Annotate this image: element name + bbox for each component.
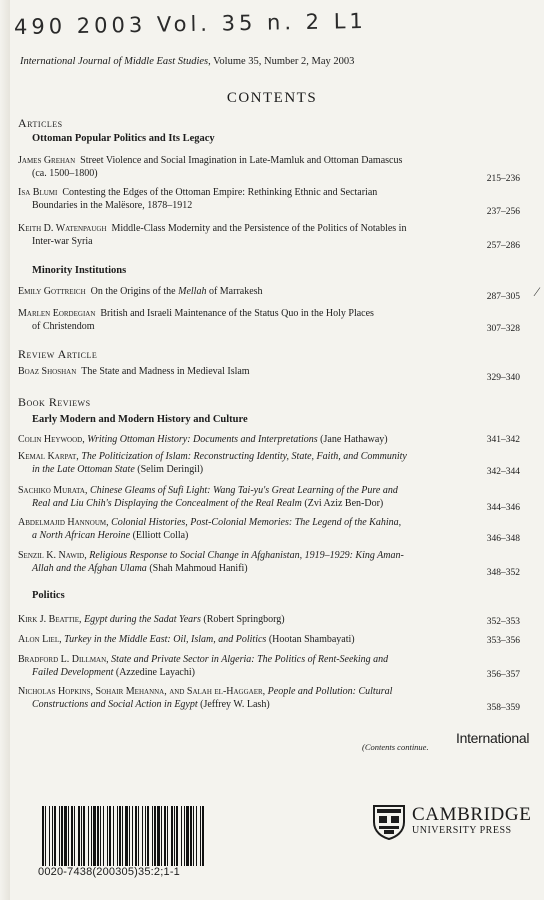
reviewer: (Azzedine Layachi): [113, 666, 195, 678]
review-author: Nicholas Hopkins, Sohair Mehanna, and Salah el-Haggaer,: [18, 686, 266, 697]
subsection-minority: Minority Institutions: [32, 265, 127, 276]
entry-author: James Grehan: [18, 155, 76, 166]
journal-title: International Journal of Middle East Studies: [20, 56, 209, 67]
reviewer: (Zvi Aziz Ben-Dor): [301, 497, 384, 509]
entry-title-italic: Mellah: [178, 286, 207, 297]
toc-entry[interactable]: [18, 517, 448, 542]
entry-pages: 346–348: [486, 534, 520, 544]
entry-pages: 348–352: [486, 568, 520, 578]
entry-pages: 356–357: [486, 670, 520, 680]
toc-entry[interactable]: [18, 286, 448, 299]
reviewer: (Jeffrey W. Lash): [197, 698, 270, 710]
entry-author: Emily Gottreich: [18, 286, 86, 297]
entry-title: British and Israeli Maintenance of the Status Quo in the Holy Places: [100, 308, 374, 319]
toc-entry[interactable]: [18, 451, 448, 476]
contents-title: CONTENTS: [226, 90, 318, 106]
subsection-politics: Politics: [32, 590, 65, 601]
toc-entry[interactable]: [18, 308, 448, 333]
journal-line: [20, 56, 354, 67]
review-book-title-cont: a North African Heroine: [32, 529, 131, 541]
entry-pages: 342–344: [486, 467, 520, 477]
entry-author: Keith D. Watenpaugh: [18, 223, 107, 234]
barcode-number: 0020-7438(200305)35:2;1-1: [38, 866, 181, 878]
review-book-title: Writing Ottoman History: Documents and Interpretations: [87, 434, 318, 445]
toc-entry[interactable]: [18, 654, 448, 679]
international-fragment: International: [456, 730, 530, 746]
review-author: Abdelmajid Hannoum,: [18, 517, 109, 528]
section-book-reviews: Book Reviews: [18, 395, 91, 409]
entry-pages: 257–286: [486, 241, 520, 251]
contents-continued-note: (Contents continue.: [362, 742, 429, 752]
toc-entry[interactable]: [18, 187, 448, 212]
section-articles: Articles: [18, 116, 63, 130]
reviewer: (Robert Springborg): [200, 614, 285, 625]
entry-title: Middle-Class Modernity and the Persistence of the Politics of Notables in: [111, 223, 407, 234]
page-edge-shadow: [0, 0, 10, 900]
toc-entry[interactable]: [18, 485, 448, 510]
review-book-title: The Politicization of Islam: Reconstructing Identity, State, Faith, and Community: [81, 451, 407, 462]
entry-title-b: of Marrakesh: [206, 286, 263, 297]
review-book-title-cont: Allah and the Afghan Ulama: [32, 562, 147, 574]
entry-pages: 353–356: [486, 636, 520, 646]
review-book-title: Chinese Gleams of Sufi Light: Wang Tai-yu's Great Learning of the Pure and: [89, 485, 398, 496]
reviewer: (Jane Hathaway): [317, 434, 388, 445]
toc-entry[interactable]: [18, 366, 448, 379]
review-book-title: Egypt during the Sadat Years: [84, 614, 201, 625]
review-book-title-cont: in the Late Ottoman State: [32, 463, 135, 475]
entry-pages: 352–353: [486, 617, 520, 627]
entry-title-cont: (ca. 1500–1800): [32, 167, 98, 179]
publisher-logo: [372, 804, 532, 845]
entry-title-cont: Inter-war Syria: [32, 235, 93, 247]
entry-pages: 287–305: [486, 292, 520, 302]
entry-author: Boaz Shoshan: [18, 366, 77, 377]
entry-title: Street Violence and Social Imagination in Late-Mamluk and Ottoman Damascus: [80, 155, 403, 166]
review-author: Alon Liel,: [18, 634, 62, 645]
publisher-press: UNIVERSITY PRESS: [412, 825, 512, 836]
entry-title: The State and Madness in Medieval Islam: [81, 366, 250, 377]
review-book-title: State and Private Sector in Algeria: The Politics of Rent-Seeking and: [111, 654, 389, 665]
review-book-title: Turkey in the Middle East: Oil, Islam, and Politics: [64, 634, 267, 645]
reviewer: (Selim Deringil): [134, 463, 204, 475]
toc-entry[interactable]: [18, 550, 448, 575]
review-book-title-cont: Real and Liu Chih's Displaying the Concealment of the Real Realm: [32, 497, 302, 509]
entry-author: Marlen Eordegian: [18, 308, 96, 319]
entry-pages: 215–236: [486, 174, 520, 184]
section-review-article: Review Article: [18, 347, 98, 361]
toc-entry[interactable]: [18, 155, 448, 180]
toc-entry[interactable]: [18, 686, 448, 711]
entry-title-a: On the Origins of the: [90, 286, 179, 297]
cambridge-shield-icon: [372, 804, 406, 840]
entry-title-cont: of Christendom: [32, 320, 95, 332]
entry-pages: 307–328: [486, 324, 520, 334]
publisher-name: CAMBRIDGE: [412, 804, 532, 825]
entry-pages: 237–256: [486, 207, 520, 217]
subsection-ottoman: Ottoman Popular Politics and Its Legacy: [32, 133, 215, 144]
entry-pages: 358–359: [486, 703, 520, 713]
toc-entry[interactable]: [18, 634, 448, 647]
subsection-early-modern: Early Modern and Modern History and Culture: [32, 414, 248, 425]
handwritten-note: 490 2003 Vol. 35 n. 2 L1: [13, 8, 367, 40]
reviewer: (Elliott Colla): [130, 529, 189, 541]
entry-author: Isa Blumi: [18, 187, 58, 198]
toc-entry[interactable]: [18, 434, 448, 447]
entry-pages: 329–340: [486, 373, 520, 383]
journal-issue: , Volume 35, Number 2, May 2003: [208, 56, 355, 67]
review-author: Kirk J. Beattie,: [18, 614, 82, 625]
barcode-icon: [40, 806, 210, 866]
entry-title: Contesting the Edges of the Ottoman Empire: Rethinking Ethnic and Sectarian: [62, 187, 378, 198]
review-book-title: Religious Response to Social Change in Afghanistan, 1919–1929: King Aman-: [89, 550, 404, 561]
reviewer: (Shah Mahmoud Hanifi): [146, 562, 248, 574]
entry-pages: 344–346: [486, 503, 520, 513]
review-book-title: People and Pollution: Cultural: [267, 686, 393, 697]
review-book-title-cont: Constructions and Social Action in Egypt: [32, 698, 198, 710]
pen-tick-mark: ⁄: [535, 284, 538, 299]
toc-entry[interactable]: [18, 223, 448, 248]
review-author: Senzil K. Nawid,: [18, 550, 87, 561]
review-author: Colin Heywood,: [18, 434, 85, 445]
review-book-title: Colonial Histories, Post-Colonial Memories: The Legend of the Kahina,: [111, 517, 402, 528]
entry-title-cont: Boundaries in the Malësore, 1878–1912: [32, 199, 193, 211]
reviewer: (Hootan Shambayati): [266, 634, 355, 645]
review-book-title-cont: Failed Development: [32, 666, 114, 678]
entry-pages: 341–342: [486, 435, 520, 445]
review-author: Bradford L. Dillman,: [18, 654, 109, 665]
review-author: Kemal Karpat,: [18, 451, 79, 462]
review-author: Sachiko Murata,: [18, 485, 88, 496]
toc-entry[interactable]: [18, 614, 448, 627]
